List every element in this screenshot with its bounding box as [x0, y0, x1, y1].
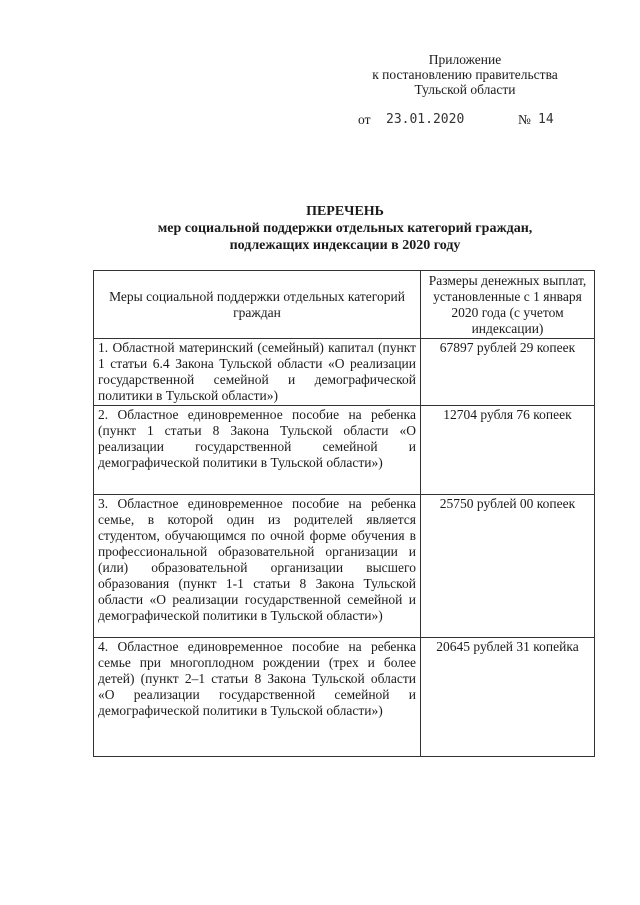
table-header-row: [94, 271, 595, 339]
appendix-line-2: к постановлению правительства: [372, 67, 558, 82]
amount-cell: 67897 рублей 29 копеек: [421, 339, 595, 406]
measure-cell: 3. Областное единовременное пособие на ребенка семье, в которой один из родителей является студентом, обучающимся по очной форме обучения в профессиональной образовательной организации и (или) образовательной организации высшего образования (пункт 1-1 статьи 8 Закона Тульской области «О реализации государственной семейной и демографической политики в Тульской области»): [94, 495, 421, 638]
measure-cell: 4. Областное единовременное пособие на ребенка семье при многоплодном рождении (трех и более детей) (пункт 2–1 статьи 8 Закона Тульской области «О реализации государственной семейной и демографической политики в Тульской области»): [94, 638, 421, 757]
amount-cell: 12704 рубля 76 копеек: [421, 406, 595, 495]
appendix-line-3: Тульской области: [414, 82, 516, 97]
measures-table: [93, 270, 595, 757]
table-row: [94, 406, 595, 495]
table-row: [94, 495, 595, 638]
appendix-header: [340, 52, 590, 97]
header-amounts: Размеры денежных выплат, установленные с 1 января 2020 года (с учетом индексации): [421, 271, 595, 339]
decree-from-label: от: [358, 112, 371, 127]
decree-number-label: №: [518, 112, 531, 127]
title-line-3: подлежащих индексации в 2020 году: [229, 238, 461, 253]
amount-cell: 25750 рублей 00 копеек: [421, 495, 595, 638]
decree-date: 23.01.2020: [386, 112, 465, 127]
table-row: [94, 638, 595, 757]
header-measures: Меры социальной поддержки отдельных категорий граждан: [94, 271, 421, 339]
measure-cell: 1. Областной материнский (семейный) капитал (пункт 1 статьи 6.4 Закона Тульской области «О реализации государственной семейной и демографической политики в Тульской области»): [94, 339, 421, 406]
table-row: [94, 339, 595, 406]
appendix-line-1: Приложение: [428, 52, 502, 67]
title-line-1: ПЕРЕЧЕНЬ: [306, 204, 384, 219]
title-line-2: мер социальной поддержки отдельных категорий граждан,: [157, 221, 533, 236]
amount-cell: 20645 рублей 31 копейка: [421, 638, 595, 757]
document-title: [90, 203, 600, 254]
decree-number: 14: [538, 112, 554, 127]
measure-cell: 2. Областное единовременное пособие на ребенка (пункт 1 статьи 8 Закона Тульской области «О реализации государственной семейной и демографической политики в Тульской области»): [94, 406, 421, 495]
